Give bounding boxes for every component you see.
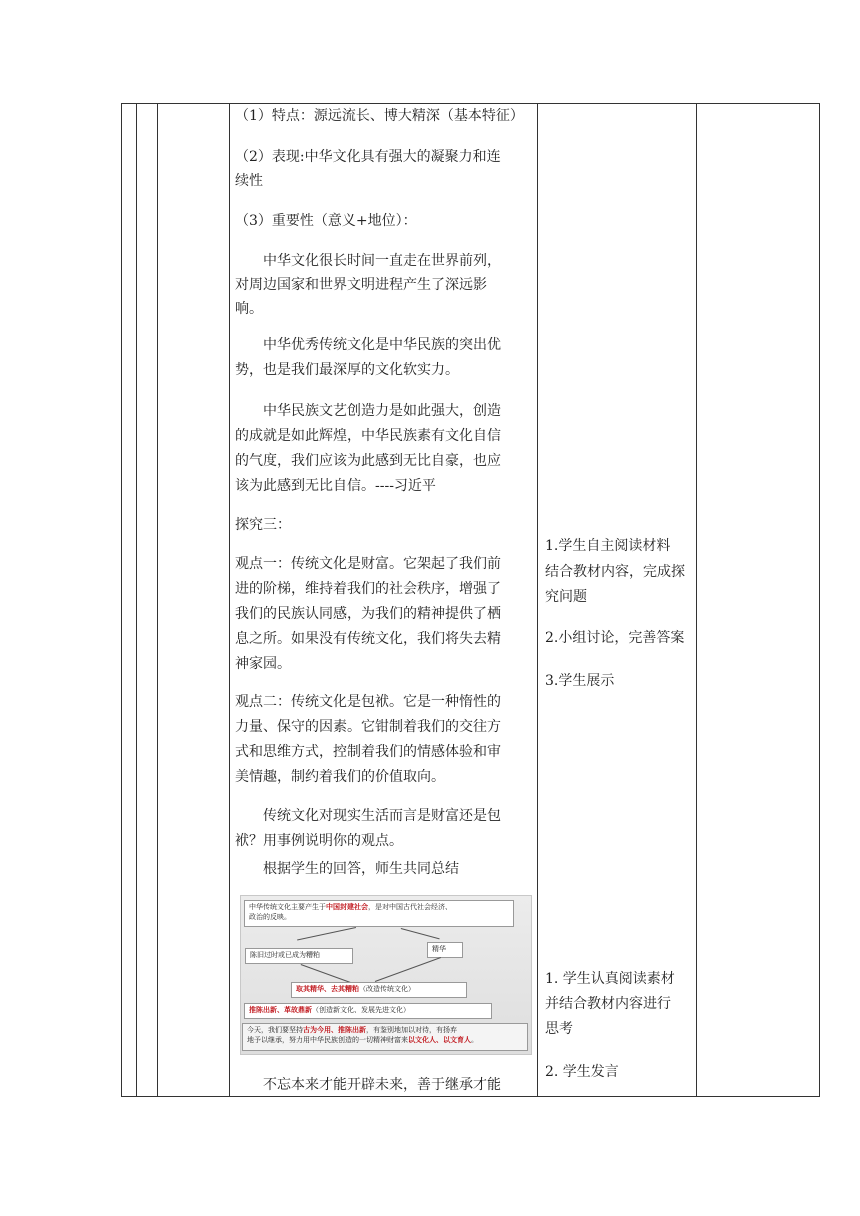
flow-arrow — [401, 928, 440, 939]
expression-line: （2）表现:中华文化具有强大的凝聚力和连 — [235, 149, 501, 165]
viewpoint-two-line: 力量、保守的因素。它钳制着我们的交往方 — [235, 719, 501, 735]
feature-line: （1）特点：源远流长、博大精深（基本特征） — [235, 108, 524, 124]
activity-line: 2.小组讨论，完善答案 — [545, 630, 685, 646]
inquiry-heading: 探究三： — [235, 517, 291, 533]
activity-line: 思考 — [545, 1021, 573, 1037]
quote-line: 的气度，我们应该为此感到无比自豪，也应 — [235, 453, 501, 469]
flow-highlight: 取其精华、去其糟粕 — [296, 985, 359, 993]
quote-line: 该为此感到无比自信。----习近平 — [235, 478, 436, 494]
closing-line: 不忘本来才能开辟未来，善于继承才能 — [263, 1077, 501, 1093]
flow-text: 精华 — [432, 945, 446, 953]
column-divider — [136, 104, 137, 1096]
flow-arrow — [375, 957, 441, 982]
activity-line: 2. 学生发言 — [545, 1064, 619, 1080]
column-divider — [229, 104, 230, 1096]
flow-text: ，有鉴别地加以对待，有扬弃 — [366, 1026, 457, 1034]
flow-arrow — [297, 927, 356, 940]
flow-text: 陈旧过时或已成为糟粕 — [250, 951, 320, 959]
paragraph-line: 势，也是我们最深厚的文化软实力。 — [235, 362, 459, 378]
student-activity-column — [545, 104, 695, 1096]
flow-text: 。 — [471, 1036, 478, 1044]
flow-essence-box — [427, 942, 463, 958]
column-divider — [157, 104, 158, 1096]
summary-line: 根据学生的回答，师生共同总结 — [263, 861, 459, 877]
flow-text: 中华传统文化主要产生于 — [249, 903, 326, 911]
flow-bottom-box — [242, 1023, 528, 1051]
activity-line: 1. 学生认真阅读素材 — [545, 971, 675, 987]
flow-text: （创造新文化、发展先进文化） — [312, 1006, 410, 1014]
paragraph-line: 中华优秀传统文化是中华民族的突出优 — [263, 337, 501, 353]
column-divider — [537, 104, 538, 1096]
flow-arrow — [301, 964, 353, 984]
viewpoint-one-line: 我们的民族认同感，为我们的精神提供了栖 — [235, 606, 501, 622]
flow-dross-box — [245, 948, 353, 964]
column-divider — [696, 104, 697, 1096]
importance-heading: （3）重要性（意义+地位）： — [235, 213, 417, 229]
flow-highlight: 中国封建社会 — [326, 903, 368, 911]
culture-flow-diagram — [240, 895, 532, 1055]
quote-line: 的成就是如此辉煌，中华民族素有文化自信 — [235, 428, 501, 444]
flow-text: 地予以继承，努力用中华民族创造的一切精神财富来 — [247, 1036, 408, 1044]
viewpoint-one-line: 进的阶梯，维持着我们的社会秩序，增强了 — [235, 581, 501, 597]
flow-text: ，是对中国古代社会经济、 — [368, 903, 452, 911]
flow-top-box — [244, 900, 514, 927]
viewpoint-two-line: 观点二：传统文化是包袱。它是一种惰性的 — [235, 694, 501, 710]
activity-line: 究问题 — [545, 589, 587, 605]
flow-highlight: 推陈出新、革故鼎新 — [249, 1006, 312, 1014]
activity-line: 3.学生展示 — [545, 673, 615, 689]
viewpoint-one-line: 观点一：传统文化是财富。它架起了我们前 — [235, 556, 501, 572]
expression-line-cont: 续性 — [235, 173, 263, 189]
flow-text: （改造传统文化） — [359, 985, 415, 993]
teaching-content-column — [235, 104, 537, 1096]
flow-text: 今天，我们要坚持 — [247, 1026, 303, 1034]
question-line: 传统文化对现实生活而言是财富还是包 — [263, 808, 501, 824]
flow-highlight: 古为今用、推陈出新 — [303, 1026, 366, 1034]
flow-highlight: 以文化人、以文育人 — [408, 1036, 471, 1044]
question-line: 袱？用事例说明你的观点。 — [235, 833, 403, 849]
flow-text: 政治的反映。 — [249, 913, 291, 921]
viewpoint-one-line: 息之所。如果没有传统文化，我们将失去精 — [235, 631, 501, 647]
paragraph-line: 对周边国家和世界文明进程产生了深远影 — [235, 277, 487, 293]
activity-line: 1.学生自主阅读材料 — [545, 538, 671, 554]
flow-select-box — [291, 982, 467, 998]
quote-line: 中华民族文艺创造力是如此强大，创造 — [263, 403, 501, 419]
viewpoint-two-line: 式和思维方式，控制着我们的情感体验和审 — [235, 744, 501, 760]
paragraph-line: 中华文化很长时间一直走在世界前列， — [263, 253, 501, 269]
flow-innovate-box — [244, 1003, 492, 1019]
activity-line: 并结合教材内容进行 — [545, 996, 671, 1012]
activity-line: 结合教材内容，完成探 — [545, 564, 685, 580]
viewpoint-two-line: 美情趣，制约着我们的价值取向。 — [235, 769, 445, 785]
lesson-table — [121, 103, 820, 1097]
paragraph-line: 响。 — [235, 301, 263, 317]
viewpoint-one-line: 神家园。 — [235, 656, 291, 672]
